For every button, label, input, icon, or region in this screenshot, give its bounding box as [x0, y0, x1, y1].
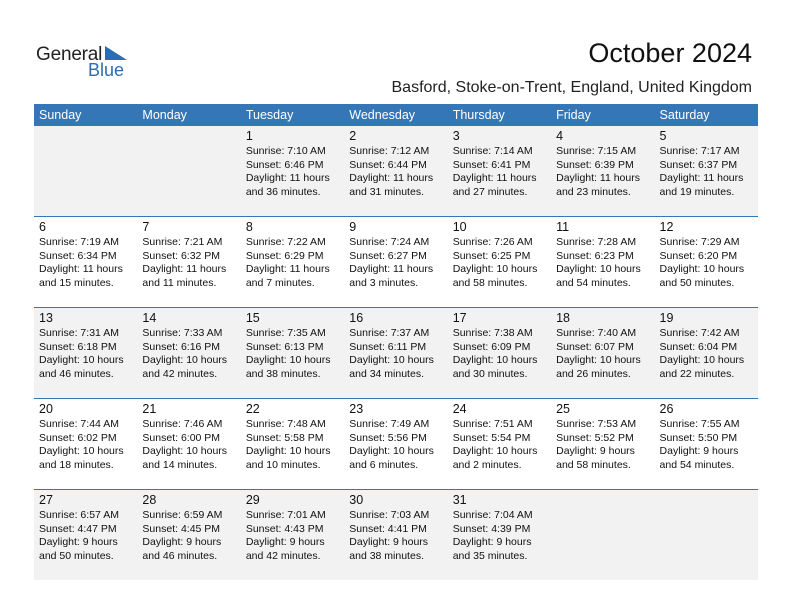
- sunset-text: Sunset: 6:37 PM: [659, 158, 738, 171]
- sunrise-text: Sunrise: 7:26 AM: [452, 236, 533, 248]
- sunset-text: Sunset: 5:50 PM: [659, 431, 738, 444]
- sunrise-text: Sunrise: 7:31 AM: [39, 327, 119, 339]
- weekday-sunday: Sunday: [39, 108, 82, 122]
- weekday-thursday: Thursday: [452, 108, 505, 122]
- daylight-hours-text: Daylight: 9 hours: [349, 536, 429, 549]
- day-number: 15: [245, 311, 260, 325]
- day-cell: [655, 126, 758, 216]
- daylight-hours-text: Daylight: 11 hours: [452, 172, 537, 185]
- sunrise-text: Sunrise: 7:19 AM: [39, 236, 119, 248]
- day-number: 9: [349, 220, 357, 234]
- weekday-header: [34, 104, 758, 126]
- sunset-text: Sunset: 6:07 PM: [556, 340, 634, 353]
- daylight-minutes-text: and 38 minutes.: [349, 549, 424, 562]
- day-number: 1: [245, 129, 253, 143]
- sunset-text: Sunset: 4:41 PM: [349, 522, 427, 535]
- sunset-text: Sunset: 5:58 PM: [245, 431, 324, 444]
- daylight-minutes-text: and 50 minutes.: [659, 276, 735, 289]
- day-number: 3: [452, 129, 460, 143]
- daylight-hours-text: Daylight: 10 hours: [142, 354, 228, 367]
- weekday-wednesday: Wednesday: [349, 108, 416, 122]
- sunrise-text: Sunrise: 7:37 AM: [349, 327, 430, 339]
- sunrise-text: Sunrise: 7:55 AM: [659, 418, 740, 430]
- daylight-minutes-text: and 31 minutes.: [349, 185, 424, 198]
- sunset-text: Sunset: 6:13 PM: [245, 340, 324, 353]
- sunrise-text: Sunrise: 7:17 AM: [659, 145, 740, 157]
- daylight-minutes-text: and 23 minutes.: [556, 185, 631, 198]
- day-number: 4: [556, 129, 564, 143]
- weekday-saturday: Saturday: [659, 108, 710, 122]
- weekday-monday: Monday: [142, 108, 187, 122]
- daylight-minutes-text: and 46 minutes.: [142, 549, 218, 562]
- daylight-hours-text: Daylight: 10 hours: [659, 354, 745, 367]
- sunset-text: Sunset: 6:44 PM: [349, 158, 427, 171]
- sunrise-text: Sunrise: 7:33 AM: [142, 327, 223, 339]
- day-number: 2: [349, 129, 357, 143]
- day-cell: [34, 490, 137, 580]
- day-number: 31: [452, 493, 467, 507]
- day-number: 16: [349, 311, 364, 325]
- day-cell: [344, 126, 447, 216]
- calendar-week-row: [34, 398, 758, 489]
- day-number: 17: [452, 311, 467, 325]
- daylight-hours-text: Daylight: 11 hours: [556, 172, 640, 185]
- sunrise-text: Sunrise: 7:01 AM: [245, 509, 326, 521]
- sunset-text: Sunset: 6:27 PM: [349, 249, 427, 262]
- daylight-hours-text: Daylight: 11 hours: [39, 263, 123, 276]
- sunrise-text: Sunrise: 7:28 AM: [556, 236, 637, 248]
- daylight-minutes-text: and 58 minutes.: [452, 276, 528, 289]
- daylight-hours-text: Daylight: 10 hours: [556, 354, 641, 367]
- day-number: 14: [142, 311, 157, 325]
- day-cell: [34, 399, 137, 489]
- sunrise-text: Sunrise: 7:29 AM: [659, 236, 740, 248]
- sunrise-text: Sunrise: 7:24 AM: [349, 236, 430, 248]
- sunset-text: Sunset: 6:29 PM: [245, 249, 324, 262]
- daylight-minutes-text: and 36 minutes.: [245, 185, 321, 198]
- sunrise-text: Sunrise: 7:49 AM: [349, 418, 430, 430]
- day-cell: [241, 217, 344, 307]
- sunset-text: Sunset: 6:16 PM: [142, 340, 221, 353]
- daylight-minutes-text: and 50 minutes.: [39, 549, 114, 562]
- sunrise-text: Sunrise: 7:42 AM: [659, 327, 740, 339]
- daylight-minutes-text: and 42 minutes.: [142, 367, 218, 380]
- sunrise-text: Sunrise: 7:38 AM: [452, 327, 533, 339]
- day-number: 7: [142, 220, 150, 234]
- daylight-hours-text: Daylight: 9 hours: [659, 445, 739, 458]
- day-cell: [344, 490, 447, 580]
- day-cell: [344, 217, 447, 307]
- day-number: 18: [556, 311, 571, 325]
- daylight-minutes-text: and 38 minutes.: [245, 367, 321, 380]
- sunset-text: Sunset: 4:43 PM: [245, 522, 324, 535]
- sunset-text: Sunset: 6:18 PM: [39, 340, 117, 353]
- sunset-text: Sunset: 6:34 PM: [39, 249, 117, 262]
- calendar-week-row: [34, 216, 758, 307]
- sunrise-text: Sunrise: 6:57 AM: [39, 509, 119, 521]
- day-cell: [448, 126, 551, 216]
- daylight-hours-text: Daylight: 10 hours: [349, 445, 434, 458]
- day-number: 28: [142, 493, 157, 507]
- daylight-minutes-text: and 46 minutes.: [39, 367, 114, 380]
- calendar-week-row: [34, 307, 758, 398]
- day-cell: [551, 308, 654, 398]
- daylight-minutes-text: and 58 minutes.: [556, 458, 631, 471]
- sunrise-text: Sunrise: 7:48 AM: [245, 418, 326, 430]
- sunrise-text: Sunrise: 7:51 AM: [452, 418, 533, 430]
- location-subtitle: Basford, Stoke-on-Trent, England, United Kingdom: [391, 79, 752, 96]
- day-number: 19: [659, 311, 674, 325]
- daylight-minutes-text: and 14 minutes.: [142, 458, 218, 471]
- calendar-week-row: [34, 126, 758, 216]
- logo-blue-text: Blue: [88, 60, 125, 80]
- daylight-hours-text: Daylight: 10 hours: [452, 445, 538, 458]
- daylight-hours-text: Daylight: 10 hours: [452, 263, 538, 276]
- sunset-text: Sunset: 6:02 PM: [39, 431, 117, 444]
- day-number: 21: [142, 402, 157, 416]
- day-cell: [344, 399, 447, 489]
- sunset-text: Sunset: 6:41 PM: [452, 158, 531, 171]
- sunrise-text: Sunrise: 7:14 AM: [452, 145, 533, 157]
- day-number: 6: [39, 220, 46, 234]
- sunrise-text: Sunrise: 7:15 AM: [556, 145, 637, 157]
- sunrise-text: Sunrise: 7:35 AM: [245, 327, 326, 339]
- sunset-text: Sunset: 4:47 PM: [39, 522, 117, 535]
- sunset-text: Sunset: 5:54 PM: [452, 431, 531, 444]
- daylight-hours-text: Daylight: 11 hours: [142, 263, 227, 276]
- day-cell: [551, 217, 654, 307]
- day-cell: [137, 308, 240, 398]
- daylight-minutes-text: and 19 minutes.: [659, 185, 735, 198]
- daylight-minutes-text: and 22 minutes.: [659, 367, 735, 380]
- day-cell: [241, 126, 344, 216]
- daylight-hours-text: Daylight: 9 hours: [39, 536, 118, 549]
- daylight-hours-text: Daylight: 10 hours: [245, 354, 331, 367]
- day-number: 12: [659, 220, 674, 234]
- day-number: 5: [659, 129, 667, 143]
- sunrise-text: Sunrise: 6:59 AM: [142, 509, 223, 521]
- sunrise-text: Sunrise: 7:21 AM: [142, 236, 223, 248]
- sunrise-text: Sunrise: 7:10 AM: [245, 145, 326, 157]
- day-cell: [448, 399, 551, 489]
- daylight-hours-text: Daylight: 9 hours: [452, 536, 532, 549]
- calendar-weeks: [34, 126, 758, 580]
- day-cell: [34, 217, 137, 307]
- day-cell: [551, 126, 654, 216]
- sunset-text: Sunset: 6:23 PM: [556, 249, 634, 262]
- page-title: October 2024: [588, 38, 752, 68]
- day-number: 29: [245, 493, 260, 507]
- sunrise-text: Sunrise: 7:22 AM: [245, 236, 326, 248]
- daylight-hours-text: Daylight: 11 hours: [245, 263, 330, 276]
- daylight-hours-text: Daylight: 10 hours: [452, 354, 538, 367]
- sunset-text: Sunset: 6:11 PM: [349, 340, 427, 353]
- daylight-minutes-text: and 10 minutes.: [245, 458, 321, 471]
- daylight-hours-text: Daylight: 9 hours: [245, 536, 325, 549]
- sunset-text: Sunset: 6:39 PM: [556, 158, 634, 171]
- sunset-text: Sunset: 6:00 PM: [142, 431, 221, 444]
- empty-day-cell: [34, 126, 137, 216]
- daylight-minutes-text: and 27 minutes.: [452, 185, 528, 198]
- sunset-text: Sunset: 4:45 PM: [142, 522, 221, 535]
- day-number: 24: [452, 402, 467, 416]
- daylight-minutes-text: and 34 minutes.: [349, 367, 424, 380]
- sunrise-text: Sunrise: 7:46 AM: [142, 418, 223, 430]
- day-cell: [34, 308, 137, 398]
- sunset-text: Sunset: 6:32 PM: [142, 249, 221, 262]
- daylight-minutes-text: and 54 minutes.: [659, 458, 735, 471]
- day-number: 26: [659, 402, 674, 416]
- day-number: 22: [245, 402, 260, 416]
- daylight-hours-text: Daylight: 10 hours: [245, 445, 331, 458]
- daylight-minutes-text: and 35 minutes.: [452, 549, 528, 562]
- daylight-hours-text: Daylight: 9 hours: [556, 445, 635, 458]
- day-number: 27: [39, 493, 53, 507]
- daylight-hours-text: Daylight: 11 hours: [245, 172, 330, 185]
- day-number: 11: [556, 220, 570, 234]
- sunset-text: Sunset: 5:52 PM: [556, 431, 634, 444]
- calendar-week-row: [34, 489, 758, 580]
- sunrise-text: Sunrise: 7:44 AM: [39, 418, 119, 430]
- day-cell: [448, 308, 551, 398]
- daylight-hours-text: Daylight: 11 hours: [349, 172, 434, 185]
- daylight-minutes-text: and 18 minutes.: [39, 458, 114, 471]
- daylight-hours-text: Daylight: 9 hours: [142, 536, 222, 549]
- daylight-hours-text: Daylight: 11 hours: [659, 172, 744, 185]
- sunrise-text: Sunrise: 7:12 AM: [349, 145, 430, 157]
- day-cell: [655, 399, 758, 489]
- weekday-tuesday: Tuesday: [245, 108, 294, 122]
- daylight-minutes-text: and 7 minutes.: [245, 276, 315, 289]
- sunrise-text: Sunrise: 7:40 AM: [556, 327, 637, 339]
- day-number: 10: [452, 220, 467, 234]
- daylight-hours-text: Daylight: 10 hours: [659, 263, 745, 276]
- logo-triangle-icon: [105, 46, 127, 60]
- daylight-minutes-text: and 30 minutes.: [452, 367, 528, 380]
- sunset-text: Sunset: 4:39 PM: [452, 522, 531, 535]
- daylight-minutes-text: and 26 minutes.: [556, 367, 631, 380]
- daylight-minutes-text: and 15 minutes.: [39, 276, 114, 289]
- day-cell: [241, 490, 344, 580]
- sunrise-text: Sunrise: 7:04 AM: [452, 509, 533, 521]
- day-cell: [137, 217, 240, 307]
- day-cell: [448, 217, 551, 307]
- day-cell: [344, 308, 447, 398]
- day-cell: [448, 490, 551, 580]
- sunrise-text: Sunrise: 7:03 AM: [349, 509, 430, 521]
- daylight-minutes-text: and 6 minutes.: [349, 458, 419, 471]
- daylight-hours-text: Daylight: 10 hours: [39, 445, 124, 458]
- empty-day-cell: [137, 126, 240, 216]
- logo-general-text: General: [36, 44, 103, 65]
- day-number: 8: [245, 220, 253, 234]
- logo: [36, 44, 136, 80]
- day-cell: [655, 217, 758, 307]
- day-cell: [241, 308, 344, 398]
- sunset-text: Sunset: 6:09 PM: [452, 340, 531, 353]
- daylight-hours-text: Daylight: 10 hours: [556, 263, 641, 276]
- daylight-hours-text: Daylight: 11 hours: [349, 263, 434, 276]
- daylight-hours-text: Daylight: 10 hours: [39, 354, 124, 367]
- day-number: 13: [39, 311, 53, 325]
- sunset-text: Sunset: 6:46 PM: [245, 158, 324, 171]
- day-cell: [655, 308, 758, 398]
- day-cell: [137, 399, 240, 489]
- calendar-grid: [34, 104, 758, 580]
- day-number: 23: [349, 402, 364, 416]
- daylight-minutes-text: and 42 minutes.: [245, 549, 321, 562]
- day-cell: [241, 399, 344, 489]
- daylight-minutes-text: and 3 minutes.: [349, 276, 419, 289]
- day-cell: [137, 490, 240, 580]
- daylight-minutes-text: and 11 minutes.: [142, 276, 217, 289]
- daylight-hours-text: Daylight: 10 hours: [142, 445, 228, 458]
- daylight-hours-text: Daylight: 10 hours: [349, 354, 434, 367]
- day-number: 25: [556, 402, 571, 416]
- daylight-minutes-text: and 2 minutes.: [452, 458, 522, 471]
- day-cell: [551, 399, 654, 489]
- day-number: 30: [349, 493, 364, 507]
- sunset-text: Sunset: 6:04 PM: [659, 340, 738, 353]
- weekday-friday: Friday: [556, 108, 591, 122]
- sunset-text: Sunset: 6:25 PM: [452, 249, 531, 262]
- sunrise-text: Sunrise: 7:53 AM: [556, 418, 637, 430]
- daylight-minutes-text: and 54 minutes.: [556, 276, 631, 289]
- sunset-text: Sunset: 6:20 PM: [659, 249, 738, 262]
- empty-day-cell: [551, 490, 654, 580]
- day-number: 20: [39, 402, 53, 416]
- sunset-text: Sunset: 5:56 PM: [349, 431, 427, 444]
- empty-day-cell: [655, 490, 758, 580]
